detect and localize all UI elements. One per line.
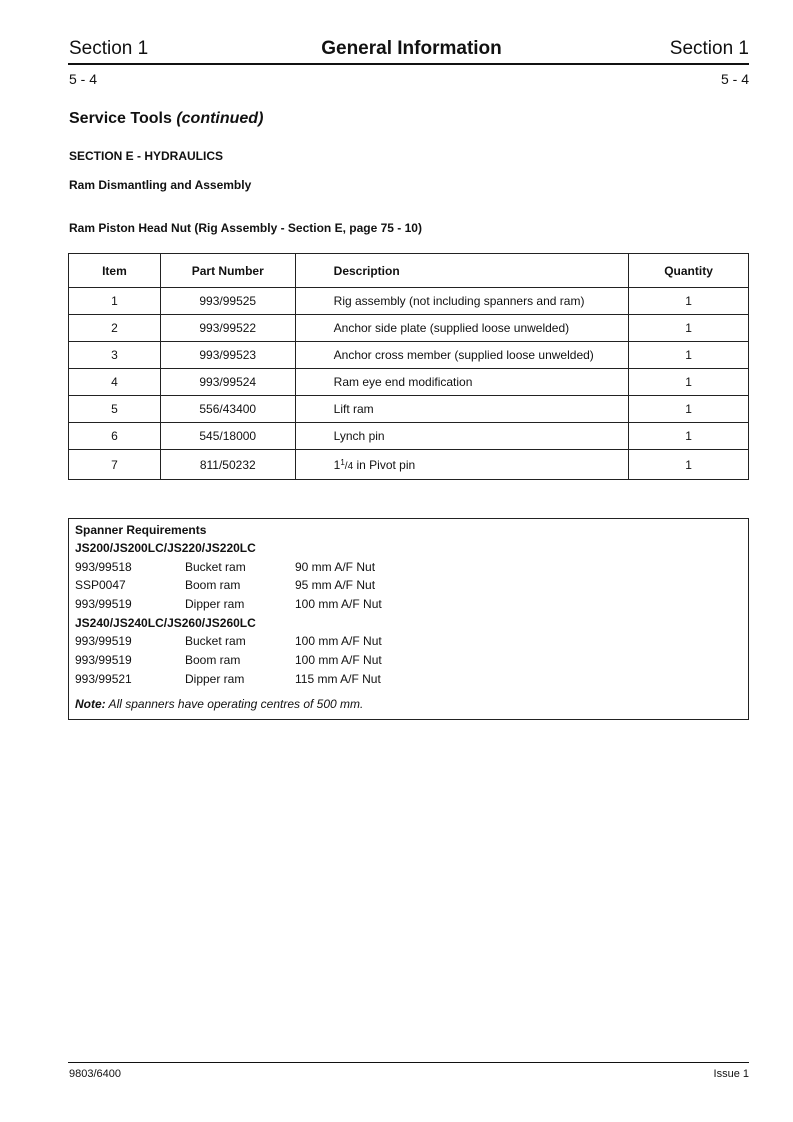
table-row	[69, 396, 749, 423]
description-text: in Pivot pin	[353, 457, 416, 472]
spanner-size: 90 mm A/F Nut	[295, 560, 376, 574]
fraction-numerator: 1	[340, 457, 345, 467]
cell-description	[295, 450, 628, 480]
spanner-size: 100 mm A/F Nut	[295, 597, 382, 611]
cell-item: 7	[69, 450, 161, 480]
spanner-row	[69, 634, 748, 652]
note-label: Note:	[75, 697, 106, 711]
cell-quantity: 1	[629, 423, 749, 450]
section-title: SECTION E - HYDRAULICS	[69, 149, 224, 163]
cell-part-number: 993/99523	[160, 342, 295, 369]
page-number-left: 5 - 4	[69, 71, 98, 87]
spanner-row	[69, 653, 748, 671]
cell-quantity: 1	[629, 450, 749, 480]
spanner-row	[69, 578, 748, 596]
footer-rule	[68, 1062, 749, 1063]
spanner-note	[75, 697, 363, 711]
spanner-ram: Bucket ram	[185, 634, 246, 648]
spanner-size: 100 mm A/F Nut	[295, 653, 382, 667]
header-rule	[68, 63, 749, 65]
table-row	[69, 423, 749, 450]
table-caption: Ram Piston Head Nut (Rig Assembly - Section E, page 75 - 10)	[69, 221, 422, 235]
cell-quantity: 1	[629, 288, 749, 315]
cell-item: 1	[69, 288, 161, 315]
fraction-whole: 1	[333, 457, 341, 472]
col-header-quantity: Quantity	[629, 254, 749, 288]
header-section-right: Section 1	[669, 38, 749, 59]
cell-part-number: 556/43400	[160, 396, 295, 423]
spanner-size: 95 mm A/F Nut	[295, 578, 376, 592]
spanner-part: 993/99519	[75, 653, 132, 667]
spanner-row	[69, 560, 748, 578]
page-heading	[69, 110, 263, 128]
heading-main: Service Tools	[69, 110, 172, 127]
header-title: General Information	[321, 38, 502, 59]
table-row	[69, 315, 749, 342]
spanner-ram: Dipper ram	[185, 672, 245, 686]
cell-part-number: 993/99522	[160, 315, 295, 342]
table-row	[69, 342, 749, 369]
spanner-ram: Bucket ram	[185, 560, 246, 574]
cell-description: Anchor cross member (supplied loose unwelded)	[295, 342, 628, 369]
cell-part-number: 993/99525	[160, 288, 295, 315]
footer-document-number: 9803/6400	[69, 1068, 121, 1080]
header-section-left: Section 1	[69, 38, 149, 59]
spanner-size: 100 mm A/F Nut	[295, 634, 382, 648]
spanner-size: 115 mm A/F Nut	[295, 672, 381, 686]
note-text: All spanners have operating centres of 500 mm.	[105, 697, 364, 711]
spanner-part: 993/99519	[75, 597, 132, 611]
cell-quantity: 1	[629, 369, 749, 396]
table-row	[69, 288, 749, 315]
model-group-heading: JS240/JS240LC/JS260/JS260LC	[75, 616, 256, 630]
spanner-requirements-box	[68, 518, 749, 720]
table-row	[69, 369, 749, 396]
page-number-right: 5 - 4	[720, 71, 749, 87]
cell-quantity: 1	[629, 342, 749, 369]
spanner-part: 993/99518	[75, 560, 132, 574]
spanner-ram: Boom ram	[185, 578, 241, 592]
cell-description: Rig assembly (not including spanners and ram)	[295, 288, 628, 315]
subsection-title: Ram Dismantling and Assembly	[69, 178, 252, 192]
heading-continued: (continued)	[176, 110, 264, 127]
parts-table	[68, 253, 749, 480]
table-header-row	[69, 254, 749, 288]
cell-description: Ram eye end modification	[295, 369, 628, 396]
spanner-part: 993/99519	[75, 634, 132, 648]
cell-item: 6	[69, 423, 161, 450]
col-header-description: Description	[295, 254, 628, 288]
table-row	[69, 450, 749, 480]
cell-item: 5	[69, 396, 161, 423]
cell-description: Anchor side plate (supplied loose unwelded)	[295, 315, 628, 342]
spanner-row	[69, 597, 748, 615]
cell-part-number: 545/18000	[160, 423, 295, 450]
spanner-row	[69, 672, 748, 690]
spanner-part: 993/99521	[75, 672, 132, 686]
model-group-heading: JS200/JS200LC/JS220/JS220LC	[75, 541, 256, 555]
spanner-ram: Boom ram	[185, 653, 241, 667]
cell-item: 4	[69, 369, 161, 396]
footer-issue: Issue 1	[713, 1068, 749, 1080]
col-header-item: Item	[69, 254, 161, 288]
cell-description: Lynch pin	[295, 423, 628, 450]
cell-part-number: 811/50232	[160, 450, 295, 480]
cell-item: 2	[69, 315, 161, 342]
fraction-denominator: /4	[344, 460, 354, 472]
cell-quantity: 1	[629, 396, 749, 423]
spanner-ram: Dipper ram	[185, 597, 245, 611]
spanner-title: Spanner Requirements	[75, 523, 207, 537]
cell-quantity: 1	[629, 315, 749, 342]
cell-item: 3	[69, 342, 161, 369]
cell-description: Lift ram	[295, 396, 628, 423]
spanner-part: SSP0047	[75, 578, 126, 592]
col-header-part-number: Part Number	[160, 254, 295, 288]
cell-part-number: 993/99524	[160, 369, 295, 396]
